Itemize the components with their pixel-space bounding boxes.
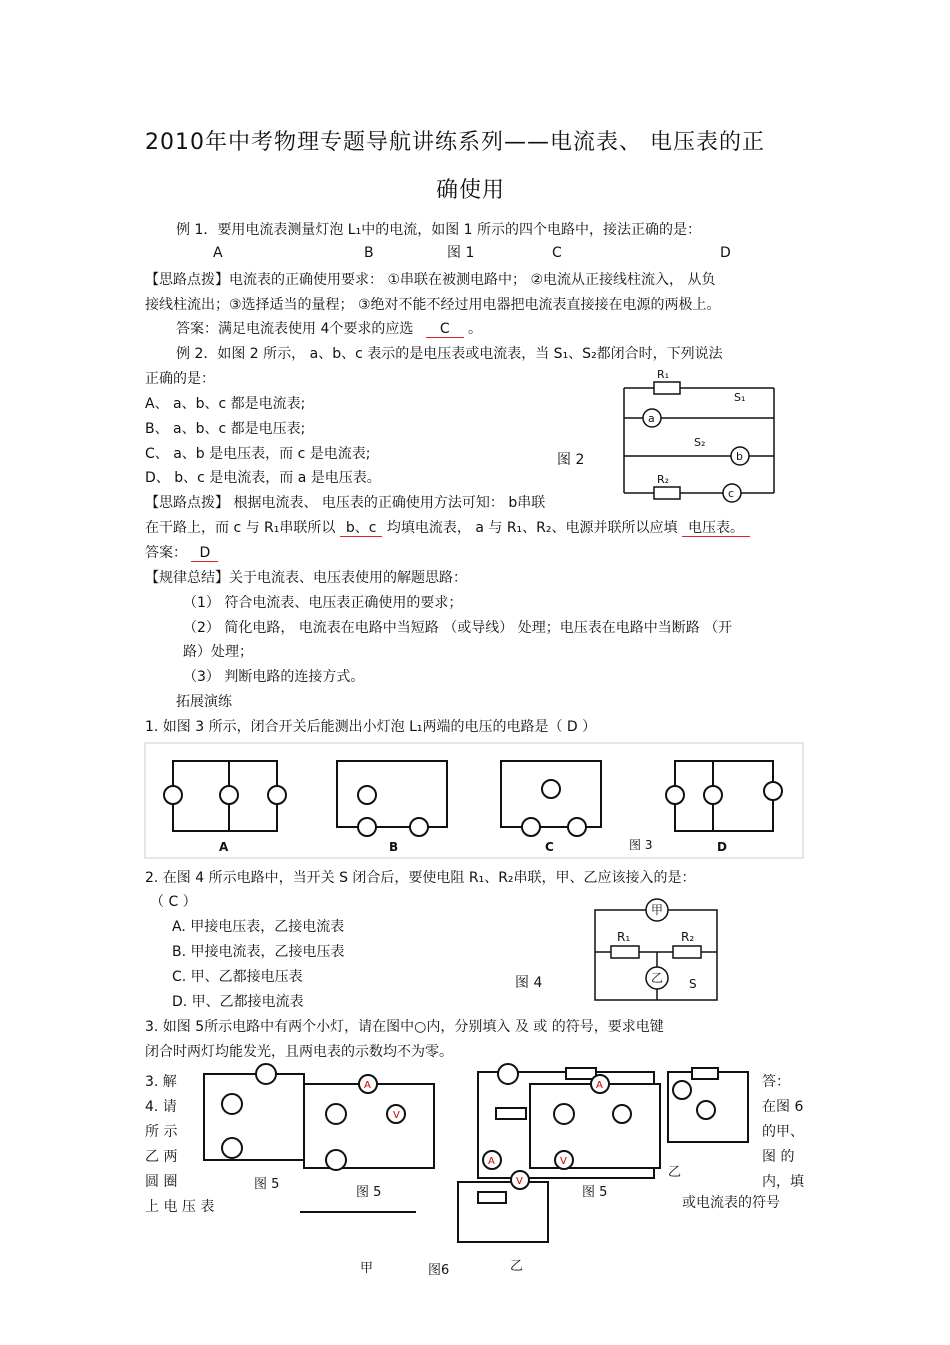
summary-item-1: （1） 符合电流表、电压表正确使用的要求；	[183, 595, 463, 611]
svg-text:V: V	[560, 1156, 567, 1167]
svg-text:R₁: R₁	[657, 368, 670, 381]
page-title: 2010年中考物理专题导航讲练系列——电流表、 电压表的正	[145, 130, 765, 155]
ext-q3: 3. 如图 5所示电路中有两个小灯，请在图中○内，分别填入 及 或 的符号，要求电键	[145, 1019, 664, 1035]
ex1-opt-c: C	[552, 245, 562, 261]
ex2-answer-value: D	[191, 545, 218, 562]
page-title-line2: 确使用	[436, 178, 506, 203]
fig5-fig6-collage	[196, 1064, 756, 1279]
ex2-hint-1: 【思路点拨】 根据电流表、 电压表的正确使用方法可知： b串联	[145, 495, 546, 511]
fig5-label-2: 图 5	[356, 1185, 382, 1200]
svg-text:c: c	[728, 487, 735, 500]
ex2-question: 例 2．如图 2 所示， a、b、c 表示的是电压表或电流表，当 S₁、S₂都闭合时，下列说法	[176, 346, 723, 362]
summary-item-3: （3） 判断电路的连接方式。	[183, 669, 365, 685]
ex1-question: 例 1．要用电流表测量灯泡 L₁中的电流，如图 1 所示的四个电路中，接法正确的是：	[176, 222, 702, 238]
ex1-fig-label: 图 1	[447, 245, 475, 261]
svg-text:A: A	[488, 1156, 495, 1167]
ex2-answer: 答案： D	[145, 545, 218, 562]
ex2-underline-voltmeter: 电压表。	[682, 520, 750, 537]
fig3-label-c: C	[545, 840, 554, 854]
svg-text:V: V	[393, 1110, 400, 1121]
fig3-label-a: A	[219, 840, 229, 854]
summary-head: 【规律总结】关于电流表、电压表使用的解题思路：	[145, 570, 467, 586]
svg-text:V: V	[516, 1176, 523, 1187]
ext-q3-left-col: 3. 解 4. 请 所 示 乙 两 圆 圈 上 电 压 表	[145, 1074, 215, 1215]
svg-text:S₁: S₁	[734, 391, 746, 404]
ext-q2-opt-a: A. 甲接电压表，乙接电流表	[172, 919, 345, 935]
fig2-circuit	[614, 368, 804, 498]
ext-head: 拓展演练	[176, 694, 232, 710]
ex1-answer-value: C	[426, 321, 464, 338]
svg-text:R₂: R₂	[681, 930, 695, 944]
ex2-hint-2: 在干路上，而 c 与 R₁串联所以 b、c 均填电流表， a 与 R₁、R₂、电源并联所以应填 电压表。	[145, 520, 750, 537]
ext-q2-opt-c: C. 甲、乙都接电压表	[172, 969, 303, 985]
fig6-yi-right: 乙	[668, 1165, 682, 1180]
fig2-label: 图 2	[557, 452, 585, 468]
ex1-answer: 答案：满足电流表使用 4个要求的应选 C 。	[176, 321, 483, 337]
svg-text:b: b	[736, 450, 743, 463]
ext-q3-tail: 或电流表的符号	[682, 1195, 780, 1211]
ex2-opt-a: A、 a、b、c 都是电流表;	[145, 396, 306, 412]
summary-item-2b: 路）处理；	[183, 644, 253, 660]
ext-q2-answer: （ C ）	[150, 894, 197, 910]
svg-text:A: A	[364, 1080, 371, 1091]
ex1-hint-2: 接线柱流出；③选择适当的量程； ③绝对不能不经过用电器把电流表直接接在电源的两极上。	[145, 297, 721, 313]
ex2-opt-b: B、 a、b、c 都是电压表;	[145, 421, 306, 437]
ext-q2-opt-b: B. 甲接电流表，乙接电压表	[172, 944, 345, 960]
svg-text:甲: 甲	[651, 903, 664, 917]
ex2-question-2: 正确的是：	[145, 371, 215, 387]
fig3-label-d: D	[717, 840, 727, 854]
svg-text:S: S	[689, 977, 697, 991]
ext-q2-opt-d: D. 甲、乙都接电流表	[172, 994, 304, 1010]
fig5-label-1: 图 5	[254, 1177, 280, 1192]
fig4-circuit	[587, 888, 732, 1013]
fig3-circuits	[145, 743, 805, 861]
fig3-label-b: B	[389, 840, 399, 854]
fig3-caption: 图 3	[629, 838, 653, 852]
ex2-opt-c: C、 a、b 是电压表，而 c 是电流表;	[145, 446, 371, 462]
ex2-opt-d: D、 b、c 是电流表，而 a 是电压表。	[145, 470, 381, 486]
fig5-label-3: 图 5	[582, 1185, 608, 1200]
fig6-yi: 乙	[510, 1259, 524, 1274]
svg-text:R₁: R₁	[617, 930, 631, 944]
svg-text:S₂: S₂	[694, 436, 706, 449]
svg-text:R₂: R₂	[657, 473, 670, 486]
fig6-label: 图6	[428, 1263, 450, 1278]
ext-q1: 1. 如图 3 所示，闭合开关后能测出小灯泡 L₁两端的电压的电路是（ D ）	[145, 719, 597, 735]
ex1-hint-1: 【思路点拨】电流表的正确使用要求： ①串联在被测电路中； ②电流从正接线柱流入， 从负	[145, 272, 716, 288]
ex2-underline-bc: b、c	[340, 520, 383, 537]
ex1-opt-a: A	[213, 245, 223, 261]
ex1-opt-b: B	[364, 245, 374, 261]
svg-text:乙: 乙	[651, 971, 664, 985]
fig6-jia: 甲	[360, 1261, 374, 1276]
summary-item-2: （2） 简化电路， 电流表在电路中当短路 （或导线） 处理；电压表在电路中当断路 （开	[183, 620, 733, 636]
ext-q2: 2. 在图 4 所示电路中，当开关 S 闭合后，要使电阻 R₁、R₂串联，甲、乙应该接入的是：	[145, 870, 696, 886]
ext-q3-right-col: 答： 在图 6 的甲、 图 的 内，填	[762, 1074, 804, 1190]
ext-q3-b: 闭合时两灯均能发光，且两电表的示数均不为零。	[145, 1044, 453, 1060]
svg-text:A: A	[596, 1080, 603, 1091]
fig4-label: 图 4	[515, 975, 543, 991]
ex1-opt-d: D	[720, 245, 731, 261]
svg-text:a: a	[648, 412, 655, 425]
